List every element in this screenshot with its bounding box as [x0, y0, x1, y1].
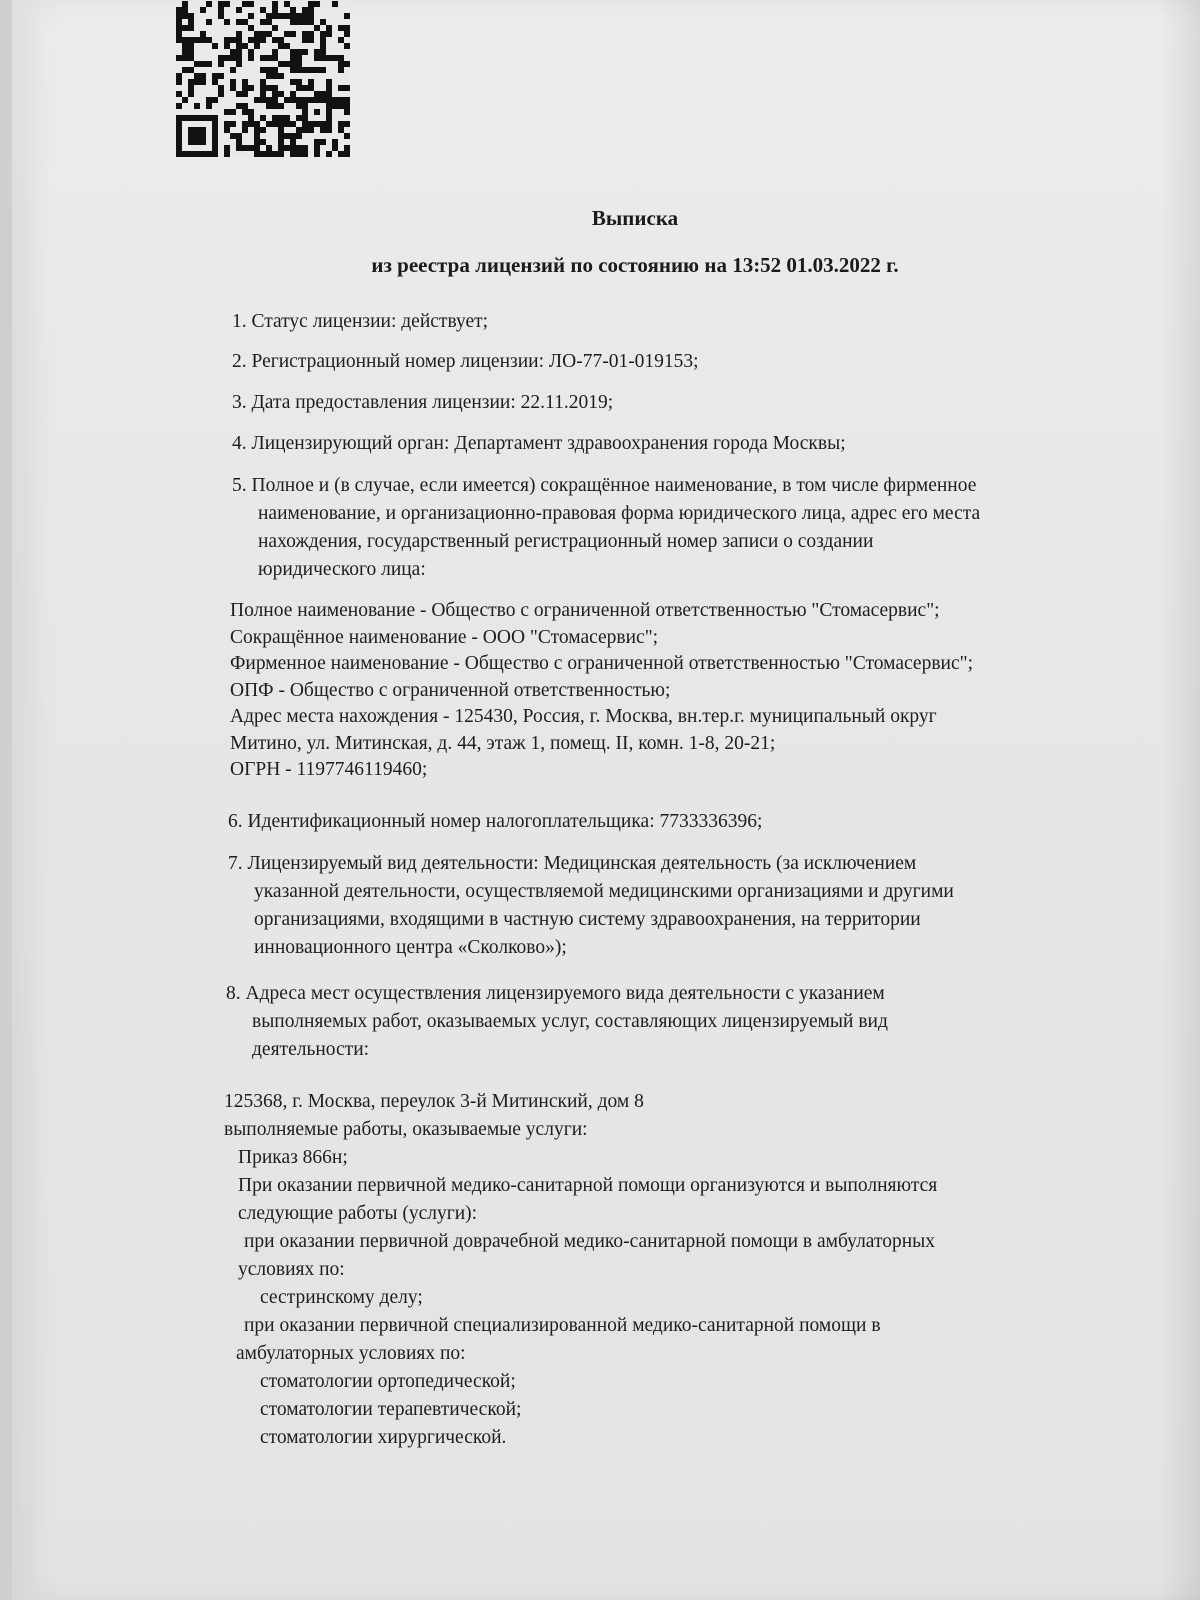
item-addresses-line: выполняемых работ, оказываемых услуг, составляющих лицензируемый вид [252, 1011, 888, 1032]
item-legal-entity-line: юридического лица: [258, 559, 426, 580]
order-ref: Приказ 866н; [238, 1147, 348, 1168]
item-license-status: 1. Статус лицензии: действует; [232, 311, 489, 332]
item-activity-type [228, 850, 954, 962]
item-activity-line: указанной деятельности, осуществляемой медицинскими организациями и другими [254, 881, 954, 902]
item-issue-date: 3. Дата предоставления лицензии: 22.11.2019; [232, 392, 614, 413]
item-inn: 6. Идентификационный номер налогоплательщика: 7733336396; [228, 811, 763, 832]
item-addresses-line: 8. Адреса мест осуществления лицензируемого вида деятельности с указанием [226, 983, 885, 1004]
document-subtitle: из реестра лицензий по состоянию на 13:52 01.03.2022 г. [371, 253, 899, 277]
item-addresses-line: деятельности: [252, 1039, 370, 1060]
primary-care-line: При оказании первичной медико-санитарной помощи организуются и выполняются [238, 1175, 938, 1196]
org-address: Адрес места нахождения - 125430, Россия, г. Москва, вн.тер.г. муниципальный округ [230, 706, 937, 727]
item-activity-line: 7. Лицензируемый вид деятельности: Медицинская деятельность (за исключением [228, 853, 917, 874]
address-services-block [224, 1088, 937, 1452]
dental-service: стоматологии хирургической. [260, 1427, 507, 1448]
org-brand-name: Фирменное наименование - Общество с ограниченной ответственностью "Стомасервис"; [230, 653, 973, 674]
prehospital-line: при оказании первичной доврачебной медико-санитарной помощи в амбулаторных [244, 1231, 936, 1252]
specialized-line: амбулаторных условиях по: [236, 1343, 466, 1364]
org-legal-form: ОПФ - Общество с ограниченной ответственностью; [230, 679, 671, 701]
item-licensing-authority: 4. Лицензирующий орган: Департамент здравоохранения города Москвы; [232, 433, 846, 454]
item-legal-entity [232, 472, 980, 584]
org-address-cont: Митино, ул. Митинская, д. 44, этаж 1, помещ. II, комн. 1-8, 20-21; [230, 732, 776, 754]
nursing-service: сестринскому делу; [260, 1287, 423, 1308]
item-activity-line: инновационного центра «Сколково»); [254, 937, 567, 958]
org-full-name: Полное наименование - Общество с ограниченной ответственностью "Стомасервис"; [230, 600, 940, 621]
org-ogrn: ОГРН - 1197746119460; [230, 759, 428, 780]
document-title: Выписка [591, 206, 679, 230]
dental-service: стоматологии терапевтической; [260, 1399, 522, 1420]
item-legal-entity-line: 5. Полное и (в случае, если имеется) сокращённое наименование, в том числе фирменное [232, 475, 977, 496]
qr-code-icon [176, 0, 350, 158]
org-short-name: Сокращённое наименование - ООО "Стомасервис"; [230, 626, 659, 648]
item-activity-addresses [226, 980, 888, 1064]
organization-details [230, 598, 973, 784]
specialized-line: при оказании первичной специализированной медико-санитарной помощи в [244, 1315, 881, 1336]
service-address: 125368, г. Москва, переулок 3-й Митинский, дом 8 [224, 1091, 644, 1112]
item-registration-number: 2. Регистрационный номер лицензии: ЛО-77-01-019153; [232, 351, 699, 372]
item-legal-entity-line: наименование, и организационно-правовая форма юридического лица, адрес его места [258, 503, 981, 524]
item-activity-line: организациями, входящими в частную систему здравоохранения, на территории [254, 909, 921, 930]
prehospital-line: условиях по: [238, 1259, 345, 1280]
works-label: выполняемые работы, оказываемые услуги: [224, 1119, 588, 1140]
item-legal-entity-line: нахождения, государственный регистрационный номер записи о создании [258, 531, 874, 552]
dental-service: стоматологии ортопедической; [260, 1371, 516, 1392]
primary-care-line: следующие работы (услуги): [238, 1203, 478, 1224]
